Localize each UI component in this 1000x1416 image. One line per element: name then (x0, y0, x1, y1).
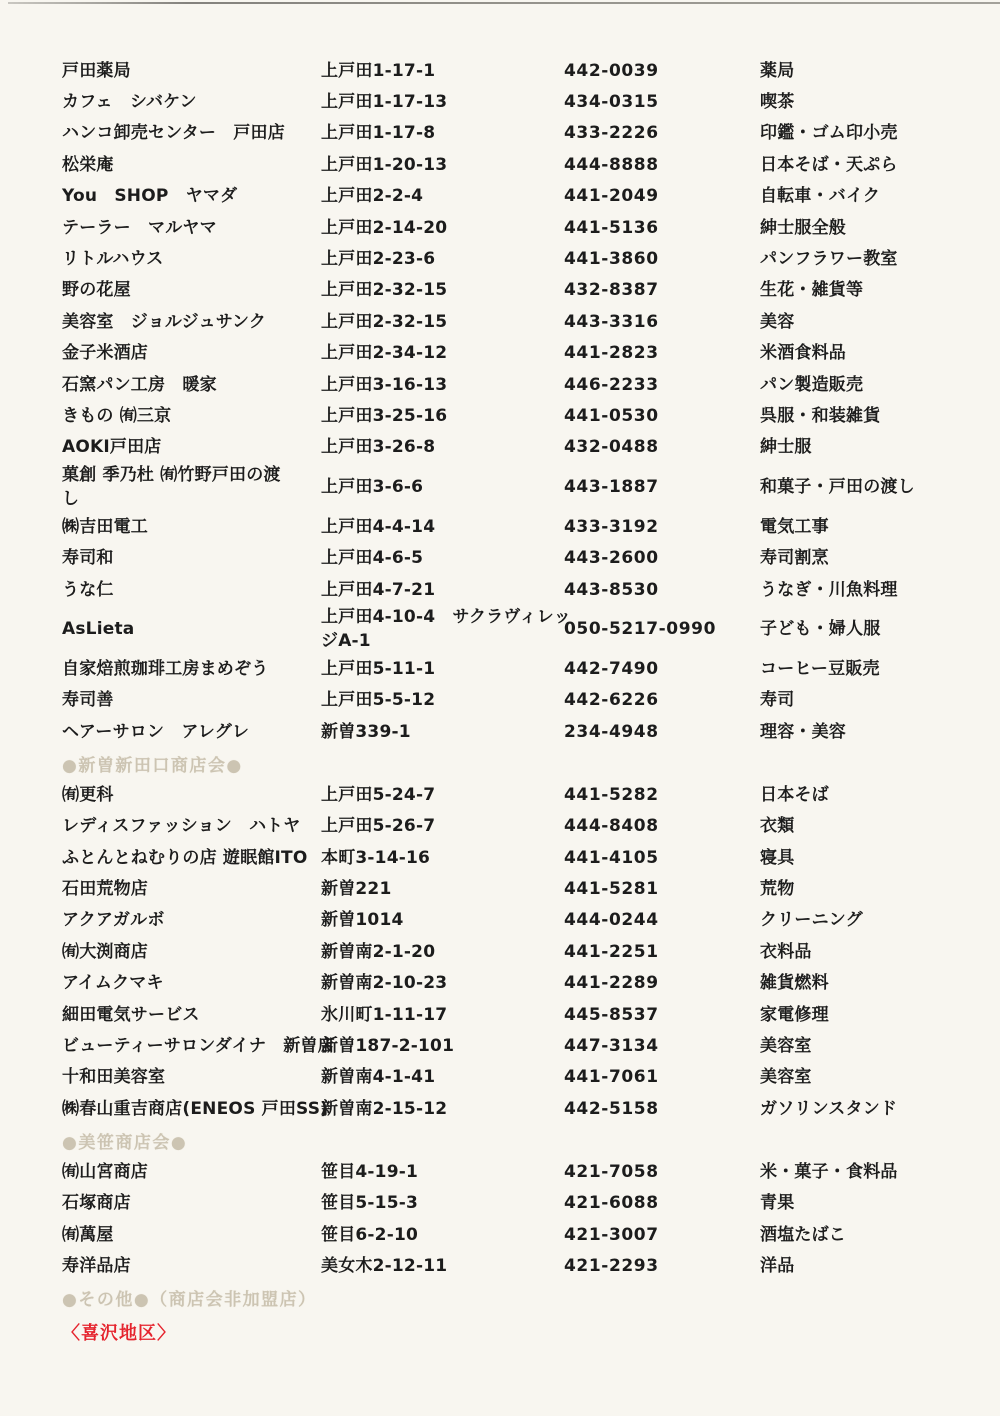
address-cell: 新曽南4-1-41 (321, 1067, 436, 1088)
category-cell: 理容・美容 (760, 721, 846, 742)
phone-cell: 441-5136 (564, 217, 659, 238)
store-name-cell: 細田電気サービス (62, 1004, 200, 1025)
phone-cell: 441-2289 (564, 973, 659, 994)
store-name-cell: ㈲山宮商店 (62, 1162, 148, 1182)
table-row (62, 55, 972, 86)
phone-cell: 441-0530 (564, 405, 659, 426)
address-cell: 上戸田2-2-4 (321, 186, 424, 207)
store-name-cell: アクアガルボ (62, 910, 165, 931)
address-cell: 本町3-14-16 (321, 847, 431, 868)
category-cell: 青果 (760, 1193, 795, 1214)
category-cell: 和菓子・戸田の渡し (760, 477, 915, 498)
store-name-cell: 自家焙煎珈琲工房まめぞう (62, 658, 269, 679)
address-cell: 新曽南2-1-20 (321, 941, 436, 962)
store-name-cell: 松栄庵 (62, 154, 114, 175)
table-row (62, 1219, 972, 1250)
address-cell: 新曽南2-15-12 (321, 1098, 448, 1119)
phone-cell: 441-2823 (564, 343, 659, 364)
table-row (62, 968, 972, 999)
table-row (62, 338, 972, 369)
category-cell: 雑貨燃料 (760, 973, 829, 994)
category-cell: 酒塩たばこ (760, 1224, 846, 1245)
phone-cell: 441-5281 (564, 879, 659, 900)
phone-cell: 441-7061 (564, 1067, 659, 1088)
table-row (62, 400, 972, 431)
table-row (62, 369, 972, 400)
address-cell: 上戸田5-26-7 (321, 816, 436, 837)
phone-cell: 444-8888 (564, 154, 659, 175)
store-name-cell: 石塚商店 (62, 1193, 131, 1214)
address-cell: 上戸田2-32-15 (321, 280, 448, 301)
directory-section (62, 1125, 972, 1282)
address-cell: 上戸田2-23-6 (321, 249, 436, 270)
category-cell: 喫茶 (760, 92, 795, 113)
table-row (62, 905, 972, 936)
store-name-cell: テーラー マルヤマ (62, 217, 217, 238)
table-row (62, 212, 972, 243)
table-row (62, 542, 972, 573)
category-cell: 薬局 (760, 60, 795, 81)
phone-cell: 442-6226 (564, 690, 659, 711)
store-name-cell: ヘアーサロン アレグレ (62, 721, 250, 742)
address-cell: 新曽南2-10-23 (321, 973, 448, 994)
store-name-cell: うな仁 (62, 579, 114, 600)
phone-cell: 447-3134 (564, 1036, 659, 1057)
table-row (62, 574, 972, 605)
category-cell: パンフラワー教室 (760, 249, 898, 270)
phone-cell: 443-3316 (564, 311, 659, 332)
district-heading: 〈喜沢地区〉 (62, 1322, 176, 1344)
table-row (62, 811, 972, 842)
directory-section (62, 55, 972, 747)
store-name-cell: ふとんとねむりの店 遊眠館ITO (62, 847, 308, 868)
table-row (62, 653, 972, 684)
address-cell: 上戸田5-24-7 (321, 784, 436, 805)
address-cell: 上戸田4-7-21 (321, 579, 436, 600)
table-row (62, 243, 972, 274)
store-name-cell: 寿司和 (62, 548, 114, 569)
category-cell: 日本そば・天ぷら (760, 154, 898, 175)
address-cell: 笹目5-15-3 (321, 1193, 419, 1214)
table-row (62, 999, 972, 1030)
phone-cell: 441-5282 (564, 784, 659, 805)
address-cell: 新曽339-1 (321, 721, 411, 742)
address-cell: 上戸田1-17-1 (321, 60, 436, 81)
category-cell: 米・菓子・食料品 (760, 1162, 898, 1182)
section-header: ●美笹商店会● (62, 1132, 188, 1153)
category-cell: 寿司割烹 (760, 548, 829, 569)
phone-cell: 446-2233 (564, 374, 659, 395)
phone-cell: 443-8530 (564, 579, 659, 600)
table-row (62, 685, 972, 716)
table-row (62, 511, 972, 542)
store-name-cell: 金子米酒店 (62, 343, 148, 364)
category-cell: 家電修理 (760, 1004, 829, 1025)
address-cell: 美女木2-12-11 (321, 1256, 448, 1277)
phone-cell: 441-3860 (564, 249, 659, 270)
table-row (62, 181, 972, 212)
store-name-cell: ㈲萬屋 (62, 1224, 114, 1245)
address-cell: 笹目6-2-10 (321, 1224, 419, 1245)
category-cell: 美容室 (760, 1036, 812, 1057)
store-name-cell: 美容室 ジョルジュサンク (62, 311, 267, 332)
store-name-cell: ㈱吉田電工 (62, 516, 148, 537)
store-name-cell: AsLieta (62, 619, 135, 640)
phone-cell: 421-7058 (564, 1162, 659, 1182)
phone-cell: 441-4105 (564, 847, 659, 868)
store-name-cell: カフェ シバケン (62, 92, 197, 113)
category-cell: 荒物 (760, 879, 795, 900)
table-row (62, 1250, 972, 1281)
store-name-cell: 石田荒物店 (62, 879, 148, 900)
directory-listing (62, 55, 972, 1314)
phone-cell: 443-1887 (564, 477, 659, 498)
store-name-cell: ハンコ卸売センター 戸田店 (62, 123, 285, 144)
address-cell: 上戸田2-34-12 (321, 343, 448, 364)
phone-cell: 433-2226 (564, 123, 659, 144)
address-cell: 上戸田4-6-5 (321, 548, 424, 569)
table-row (62, 86, 972, 117)
section-header: ●その他●（商店会非加盟店） (62, 1290, 317, 1311)
address-cell: 上戸田3-6-6 (321, 477, 424, 498)
category-cell: 紳士服 (760, 437, 812, 458)
address-cell: 上戸田3-25-16 (321, 405, 448, 426)
phone-cell: 442-5158 (564, 1098, 659, 1119)
phone-cell: 050-5217-0990 (564, 619, 717, 640)
category-cell: 美容 (760, 311, 795, 332)
scan-artifact-top-line (8, 2, 1000, 4)
address-cell: 上戸田3-16-13 (321, 374, 448, 395)
address-cell: 新曽1014 (321, 910, 404, 931)
table-row (62, 605, 972, 653)
table-row (62, 275, 972, 306)
table-row (62, 1030, 972, 1061)
address-cell: 上戸田4-4-14 (321, 516, 436, 537)
store-name-cell: レディスファッション ハトヤ (62, 816, 301, 837)
phone-cell: 441-2251 (564, 941, 659, 962)
store-name-cell: 寿洋品店 (62, 1256, 131, 1277)
table-row (62, 306, 972, 337)
store-name-cell: 十和田美容室 (62, 1067, 166, 1088)
table-row (62, 463, 972, 511)
table-row (62, 1188, 972, 1219)
store-name-cell: 菓創 季乃杜 ㈲竹野戸田の渡 し (62, 465, 281, 510)
category-cell: うなぎ・川魚料理 (760, 579, 898, 600)
address-cell: 上戸田1-20-13 (321, 154, 448, 175)
store-name-cell: You SHOP ヤマダ (62, 186, 238, 207)
phone-cell: 442-0039 (564, 60, 659, 81)
directory-section (62, 1282, 972, 1314)
store-name-cell: ㈱春山重吉商店(ENEOS 戸田SS) (62, 1098, 329, 1119)
category-cell: コーヒー豆販売 (760, 658, 880, 679)
address-cell: 上戸田5-5-12 (321, 690, 436, 711)
category-cell: 電気工事 (760, 516, 829, 537)
category-cell: 日本そば (760, 784, 829, 805)
category-cell: 印鑑・ゴム印小売 (760, 123, 898, 144)
address-cell: 上戸田3-26-8 (321, 437, 436, 458)
store-name-cell: 寿司善 (62, 690, 114, 711)
store-name-cell: リトルハウス (62, 249, 164, 270)
phone-cell: 444-8408 (564, 816, 659, 837)
category-cell: パン製造販売 (760, 374, 864, 395)
category-cell: 寿司 (760, 690, 795, 711)
table-row (62, 779, 972, 810)
category-cell: 米酒食料品 (760, 343, 846, 364)
phone-cell: 444-0244 (564, 910, 659, 931)
address-cell: 上戸田4-10-4 サクラヴィレッ ジA-1 (321, 607, 571, 652)
address-cell: 上戸田1-17-8 (321, 123, 436, 144)
table-row (62, 432, 972, 463)
address-cell: 上戸田2-32-15 (321, 311, 448, 332)
phone-cell: 432-0488 (564, 437, 659, 458)
table-row (62, 1156, 972, 1187)
store-name-cell: きもの ㈲三京 (62, 405, 172, 426)
store-name-cell: AOKI戸田店 (62, 437, 162, 458)
table-row (62, 118, 972, 149)
store-name-cell: 野の花屋 (62, 280, 131, 301)
phone-cell: 441-2049 (564, 186, 659, 207)
category-cell: 衣料品 (760, 941, 812, 962)
store-name-cell: 石窯パン工房 暖家 (62, 374, 217, 395)
category-cell: 衣類 (760, 816, 795, 837)
table-row (62, 842, 972, 873)
phone-cell: 421-2293 (564, 1256, 659, 1277)
phone-cell: 434-0315 (564, 92, 659, 113)
store-name-cell: ㈲大渕商店 (62, 941, 148, 962)
phone-cell: 234-4948 (564, 721, 659, 742)
address-cell: 上戸田2-14-20 (321, 217, 448, 238)
section-header: ●新曽新田口商店会● (62, 755, 243, 776)
phone-cell: 433-3192 (564, 516, 659, 537)
category-cell: ガソリンスタンド (760, 1098, 898, 1119)
store-name-cell: 戸田薬局 (62, 60, 131, 81)
store-name-cell: アイムクマキ (62, 973, 164, 994)
address-cell: 笹目4-19-1 (321, 1162, 419, 1182)
address-cell: 新曽187-2-101 (321, 1036, 455, 1057)
category-cell: 紳士服全般 (760, 217, 846, 238)
address-cell: 新曽221 (321, 879, 392, 900)
phone-cell: 421-6088 (564, 1193, 659, 1214)
address-cell: 氷川町1-11-17 (321, 1004, 448, 1025)
phone-cell: 445-8537 (564, 1004, 659, 1025)
category-cell: クリーニング (760, 910, 863, 931)
table-row (62, 716, 972, 747)
store-name-cell: ㈲更科 (62, 784, 114, 805)
phone-cell: 443-2600 (564, 548, 659, 569)
table-row (62, 149, 972, 180)
table-row (62, 873, 972, 904)
table-row (62, 1062, 972, 1093)
store-name-cell: ビューティーサロンダイナ 新曽店 (62, 1036, 335, 1057)
category-cell: 寝具 (760, 847, 795, 868)
table-row (62, 936, 972, 967)
table-row (62, 1093, 972, 1124)
category-cell: 生花・雑貨等 (760, 280, 864, 301)
address-cell: 上戸田5-11-1 (321, 658, 436, 679)
phone-cell: 421-3007 (564, 1224, 659, 1245)
category-cell: 子ども・婦人服 (760, 619, 881, 640)
category-cell: 洋品 (760, 1256, 795, 1277)
address-cell: 上戸田1-17-13 (321, 92, 448, 113)
category-cell: 美容室 (760, 1067, 812, 1088)
phone-cell: 442-7490 (564, 658, 659, 679)
category-cell: 自転車・バイク (760, 186, 881, 207)
phone-cell: 432-8387 (564, 280, 659, 301)
category-cell: 呉服・和装雑貨 (760, 405, 881, 426)
directory-section (62, 747, 972, 1124)
